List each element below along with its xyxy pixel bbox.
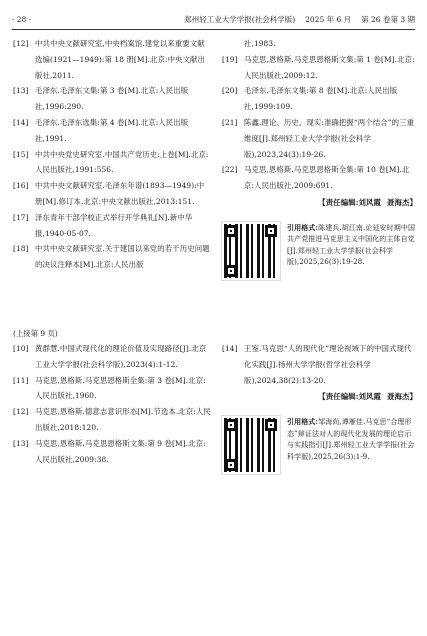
reference-text: 中共中央文献研究室.毛泽东年谱(1893—1949):中册[M].修订本.北京:中央文献出版社,2013:151. [35, 181, 205, 206]
reference-number: [21] [222, 117, 238, 127]
reference-number: [14] [222, 344, 238, 353]
reference-text: 马克思,恩格斯.马克思恩格斯文集:第 9 卷[M].北京:人民出版社,2009:38. [35, 438, 206, 464]
reference-item [222, 341, 417, 388]
editor-credit: 【责任编辑:刘风霞 聂海杰】 [318, 392, 417, 402]
reference-item [13, 147, 211, 179]
reference-text: 毛泽东.毛泽东文集:第 8 卷[M].北京:人民出版社,1999:109. [244, 86, 398, 112]
references-left-bottom [13, 341, 211, 467]
reference-number: [17] [13, 212, 29, 222]
reference-text: 陈鑫.理论、历史、现实:准确把握“两个结合”的三重维度[J].郑州轻工业大学学报(社会科学版),2023,24(3):19-26. [244, 117, 415, 159]
reference-item [222, 115, 417, 162]
reference-item [13, 115, 211, 147]
reference-item [13, 373, 211, 405]
reference-number: [22] [222, 165, 238, 175]
reference-number: [13] [13, 438, 29, 448]
reference-item [13, 36, 211, 83]
reference-text: 中共中央文献研究室,中央档案馆.建党以来重要文献选编(1921—1949):第 18 册[M].北京:中央文献出版社,2011. [35, 39, 206, 80]
reference-item [13, 341, 211, 373]
reference-text: 马克思,恩格斯.马克思恩格斯全集:第 10 卷[M].北京:人民出版社,2009:691. [244, 165, 410, 191]
reference-item [222, 52, 417, 84]
issue-date: 2025 年 6 月 [305, 14, 352, 24]
reference-number: [18] [13, 244, 29, 254]
reference-item [13, 241, 211, 273]
header-divider [12, 29, 415, 30]
reference-item [13, 83, 211, 115]
citation-box [222, 222, 417, 280]
reference-number: [11] [13, 375, 29, 385]
reference-item [13, 210, 211, 242]
editor-credit: 【责任编辑:刘风霞 聂海杰】 [318, 197, 417, 207]
citation-format: 引用格式:陈建兵,胡江南.论延安时期中国共产党推进马克思主义中国化的主体自觉[J].郑州轻工业大学学报(社会科学版),2025,26(3):19-28. [287, 222, 416, 267]
page-number: · 28 · [12, 14, 32, 24]
reference-item [13, 436, 211, 468]
reference-number: [19] [222, 54, 238, 64]
references-right-bottom [222, 341, 417, 474]
reference-number: [20] [222, 86, 238, 96]
page-header [12, 13, 415, 25]
reference-text: 中共中央党史研究室.中国共产党历史:上卷[M].北京:人民出版社,1991:556. [35, 149, 209, 175]
reference-text: 马克思,恩格斯.马克思恩格斯文集:第 1 卷[M].北京:人民出版社,2009:12. [244, 54, 415, 80]
reference-item [222, 36, 417, 52]
citation-box [222, 416, 417, 474]
reference-text: 马克思,恩格斯.马克思恩格斯全集:第 3 卷[M].北京:人民出版社,1960. [35, 375, 206, 401]
continued-from-label: (上接第 9 页) [13, 329, 58, 338]
reference-number: [10] [13, 344, 29, 353]
reference-text: 中共中央文献研究室.关于建国以来党的若干历史问题的决议注释本[M].北京:人民出版 [35, 244, 210, 270]
citation-format: 引用格式:邹海尚,谭雁佳.马克思“合理形态”辩证法对人的现代化发展的理论启示与实践指引[J].郑州轻工业大学学报(社会科学版),2025,26(3):1-9. [287, 417, 415, 461]
reference-text: 毛泽东.毛泽东选集:第 4 卷[M].北京:人民出版社,1991. [35, 117, 189, 143]
reference-number [222, 36, 244, 52]
qr-code-icon[interactable] [222, 222, 280, 280]
reference-number: [13] [13, 86, 29, 96]
reference-number: [14] [13, 117, 29, 127]
reference-item [222, 162, 417, 194]
issue-volume: 第 26 卷第 3 期 [361, 14, 415, 24]
reference-number: [16] [13, 181, 29, 191]
journal-title: 郑州轻工业大学学报(社会科学版) [184, 14, 296, 24]
references-right-top [222, 36, 417, 280]
reference-item [13, 178, 211, 210]
reference-text: 黄群慧.中国式现代化的理论价值及实现路径[J].北京工业大学学报(社会科学版),2023(4):1-12. [35, 344, 207, 369]
reference-number: [12] [13, 39, 29, 48]
reference-item [13, 404, 211, 436]
reference-number: [15] [13, 149, 29, 159]
reference-text: 王鉴.马克思“人的现代化”理论视域下的中国式现代化实践[J].扬州大学学报(哲学社会科学版),2024,38(2):13-20. [244, 344, 412, 385]
references-left-top [13, 36, 211, 273]
reference-number: [12] [13, 407, 29, 417]
reference-text: 泽东青年干部学校正式举行开学典礼[N].新中华报,1940-05-07. [35, 212, 193, 238]
reference-text: 毛泽东.毛泽东文集:第 3 卷[M].北京:人民出版社,1996:290. [35, 86, 189, 112]
reference-item [222, 83, 417, 115]
reference-text: 社,1983. [244, 39, 276, 48]
reference-text: 马克思,恩格斯.德意志意识形态[M].节选本.北京:人民出版社,2018:120. [35, 407, 211, 432]
qr-code-icon[interactable] [222, 416, 280, 474]
